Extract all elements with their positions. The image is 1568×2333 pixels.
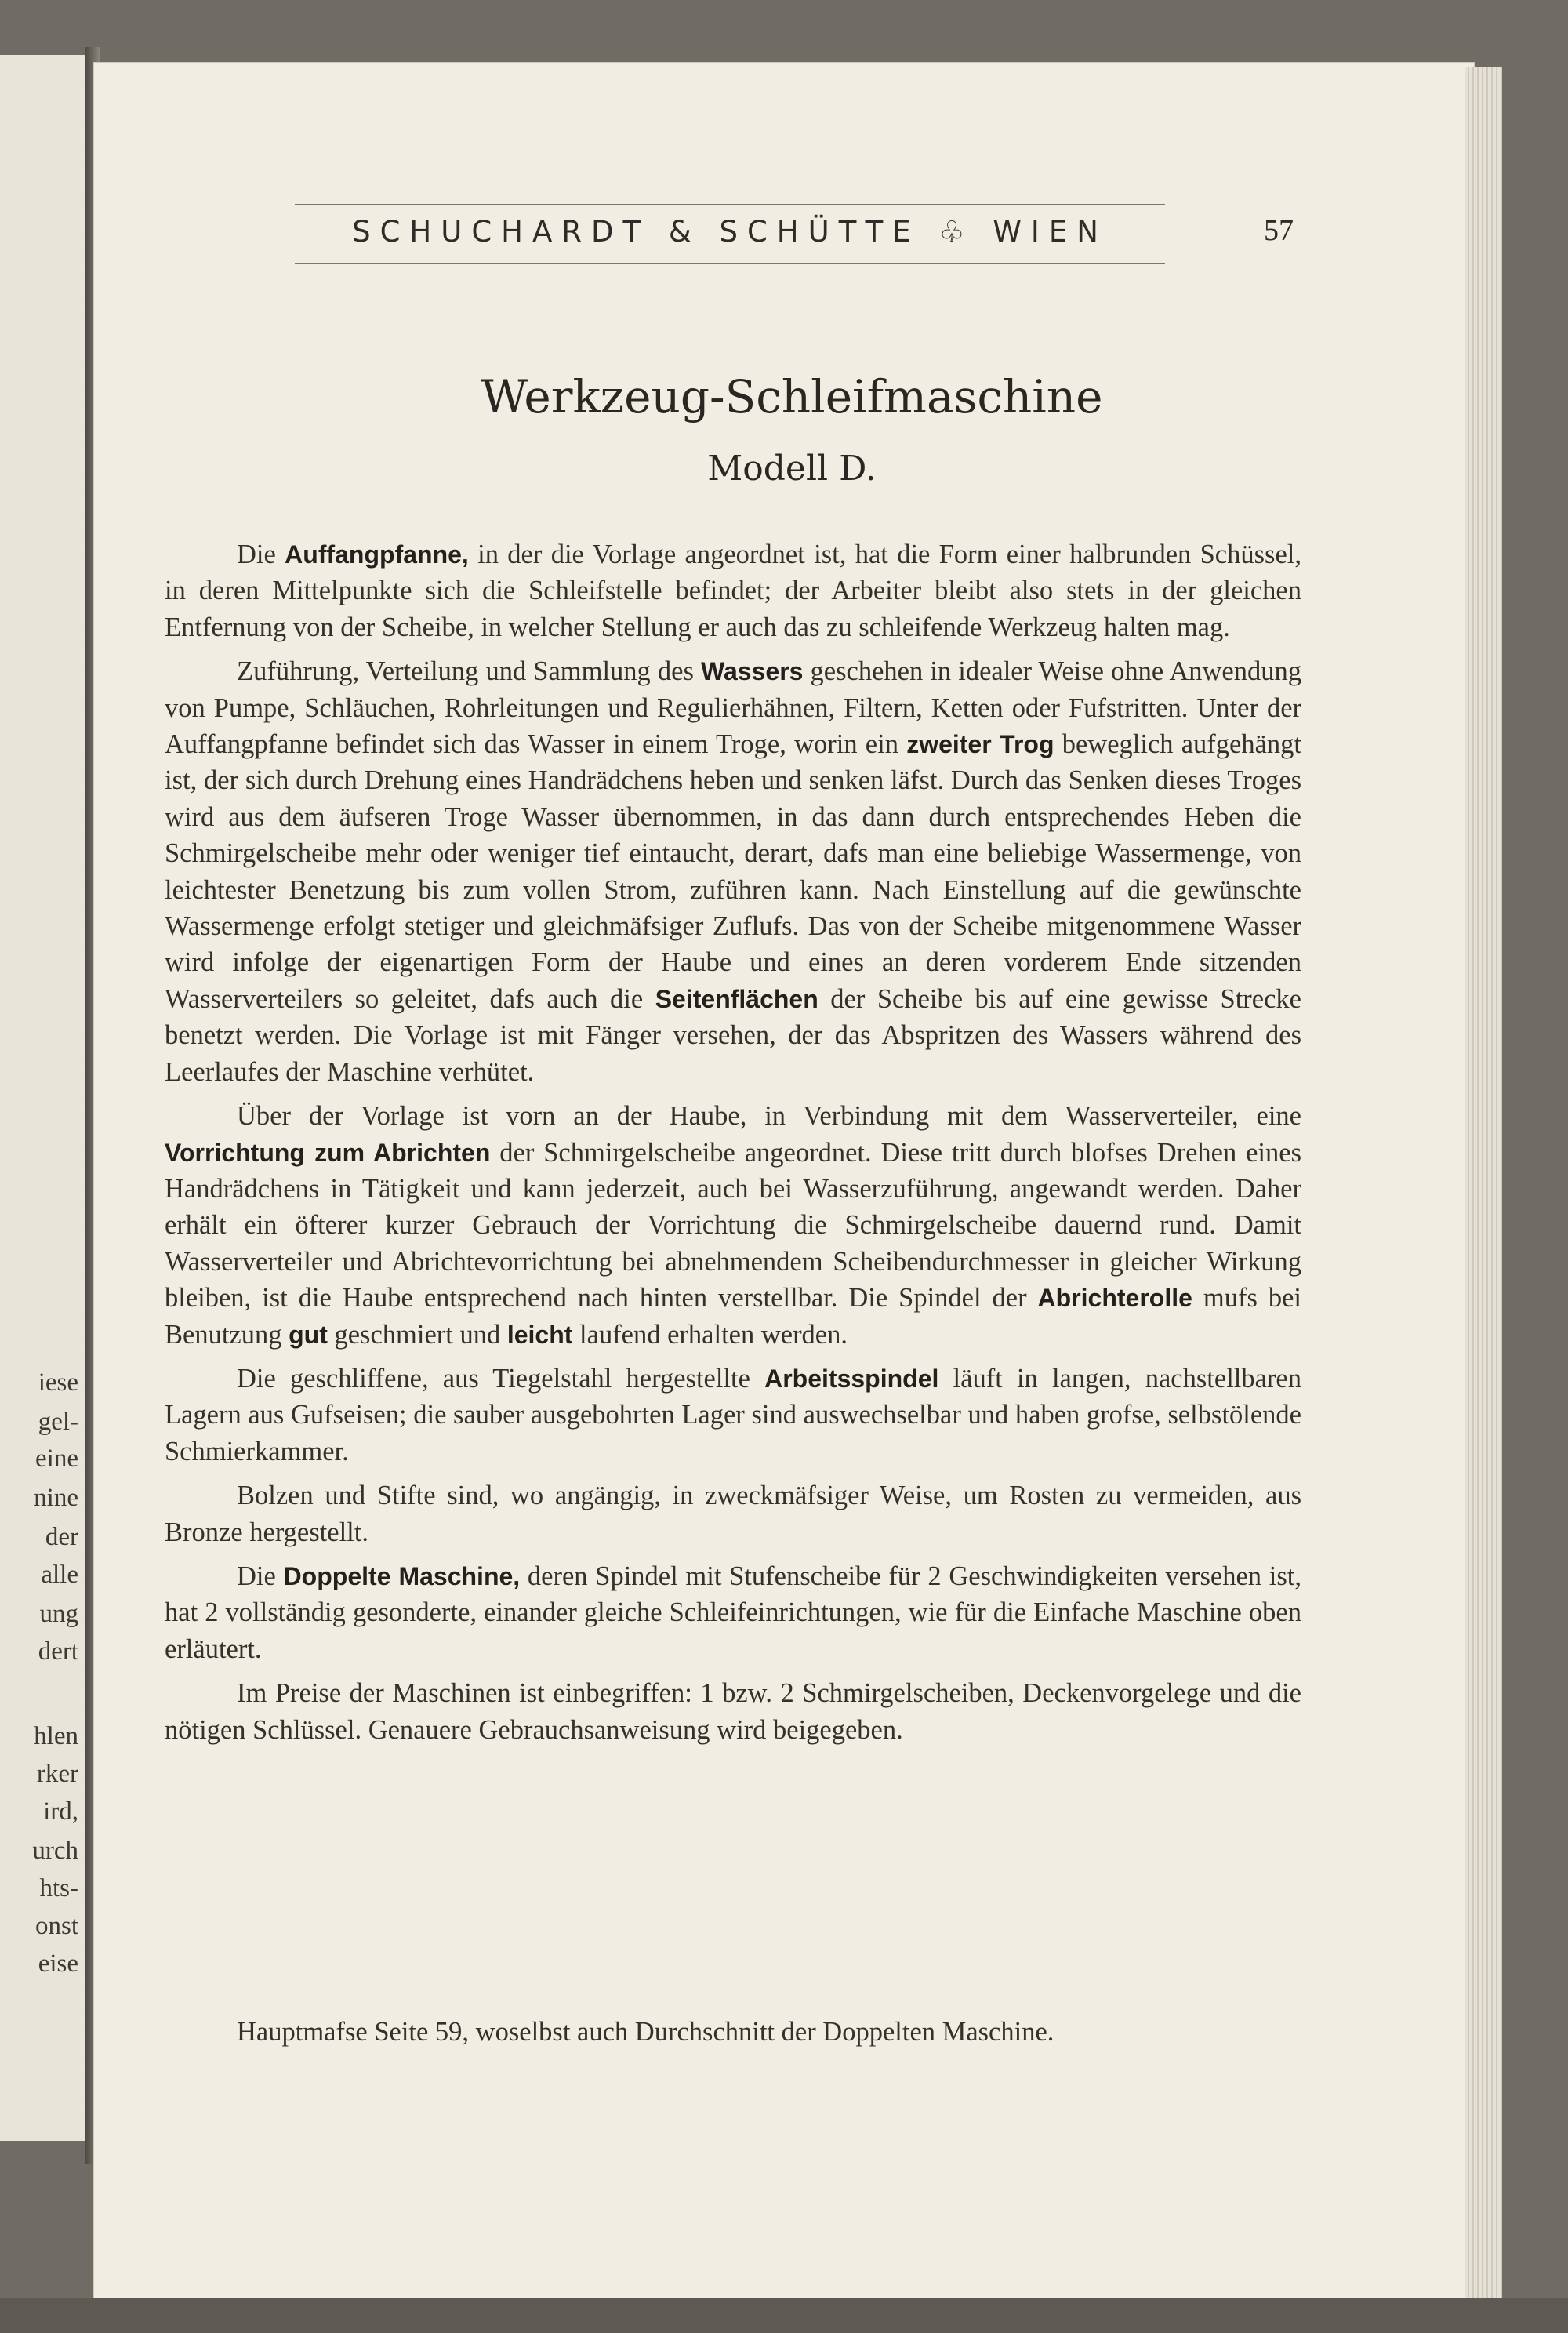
text-run: Zuführung, Verteilung und Sammlung des [237,656,701,687]
left-page-fragment: hlen [34,1722,78,1750]
text-run: in der die Vorlage angeordnet ist, hat die Form einer halbrunden Schüssel, in deren Mittelpunkte sich die Schleifstelle befindet; der Arbeiter bleibt also stets in der gleichen Entfernung von der Scheibe, in welcher Stellung er auch das zu schleifende Werkzeug halten mag. [165,540,1301,642]
bold-term: Seitenflächen [655,984,818,1013]
page-title: Werkzeug-Schleifmaschine [481,370,1103,423]
body-paragraph [165,1558,1301,1667]
running-head: SCHUCHARDT & SCHÜTTE ♧ WIEN [352,215,1108,249]
left-page-fragment: ung [39,1600,78,1628]
text-run: Die [237,540,285,569]
text-run: laufend erhalten werden. [572,1319,848,1350]
text-run: Bolzen und Stifte sind, wo angängig, in zweckmäfsiger Weise, um Rosten zu vermeiden, aus Bronze hergestellt. [165,1481,1301,1547]
page-number: 57 [1264,214,1294,247]
bold-term: Wassers [700,657,804,686]
header-rule-bottom [295,263,1165,264]
left-page-fragment: onst [34,1912,78,1940]
left-page-fragment: iese [38,1368,78,1397]
text-run: Die geschliffene, aus Tiegelstahl hergestellte [237,1363,765,1394]
left-page-fragment: eise [38,1950,78,1978]
left-page-fragment: ird, [43,1797,78,1826]
body-paragraph [165,1361,1301,1470]
left-page-fragment: alle [41,1561,78,1589]
bold-term: Abrichterolle [1037,1284,1192,1313]
left-page-fragment: dert [38,1637,78,1666]
page-subtitle: Modell D. [707,449,877,489]
bold-term: Doppelte Maschine, [283,1561,521,1590]
page-shadow [0,2298,1568,2333]
body-paragraph [165,1098,1301,1353]
bold-term: Arbeitsspindel [764,1364,939,1393]
text-run: der Schmirgelscheibe angeordnet. Diese tritt durch blofses Drehen eines Handrädchens in Tätigkeit und kann jederzeit, auch bei Wasserzuführung, angewandt werden. Daher erhält ein öfterer kurzer Gebrauch der Vorrichtung die Schmirgelscheibe dauernd rund. Damit Wasserverteiler und Abrichtevorrichtung bei abnehmendem Scheibendurchmesser in gleicher Wirkung bleiben, ist die Haube entsprechend nach hinten verstellbar. Die Spindel der [165,1137,1301,1314]
text-run: deren Spindel mit Stufenscheibe für 2 Geschwindigkeiten versehen ist, hat 2 vollständig gesonderte, einander gleiche Schleifeinrichtungen, wie für die Einfache Maschine oben erläutert. [165,1561,1301,1664]
left-page-fragment: hts- [39,1874,78,1902]
text-run: mufs bei Benutzung [165,1283,1302,1350]
bold-term: zweiter Trog [906,730,1054,759]
page-edges [1465,67,1502,2309]
left-page-fragment: eine [35,1444,78,1473]
footnote: Hauptmafse Seite 59, woselbst auch Durchschnitt der Doppelten Maschine. [237,2017,1054,2047]
bold-term: gut [289,1320,328,1349]
text-run: beweglich aufgehängt ist, der sich durch Drehung eines Handrädchens heben und senken läfst. Durch das Senken dieses Troges wird aus dem äufseren Troge Wasser übernommen, in das dann durch entsprechendes Heben die Schmirgelscheibe mehr oder weniger tief eintaucht, derart, dafs man eine beliebige Wassermenge, von leichtester Benetzung bis zum vollen Strom, zuführen kann. Nach Einstellung auf die gewünschte Wassermenge erfolgt stetiger und gleichmäfsiger Zuflufs. Das von der Scheibe mitgenommene Wasser wird infolge der eigenartigen Form der Haube und eines an deren vorderem Ende sitzenden Wasserverteilers so geleitet, dafs auch die [165,729,1301,1014]
body-paragraph [165,1477,1301,1550]
text-run: Die [237,1561,284,1591]
text-run: geschehen in idealer Weise ohne Anwendung von Pumpe, Schläuchen, Rohrleitungen und Regulierhähnen, Filtern, Ketten oder Fufstritten. Unter der Auffangpfanne befindet sich das Wasser in einem Troge, worin ein [165,656,1301,760]
body-paragraph [165,653,1301,1090]
left-page-fragment: gel- [38,1408,78,1436]
text-run: Im Preise der Maschinen ist einbegriffen: 1 bzw. 2 Schmirgelscheiben, Deckenvorgelege und die nötigen Schlüssel. Genauere Gebrauchsanweisung wird beigegeben. [165,1678,1301,1745]
left-page-fragment: rker [36,1760,78,1788]
left-facing-page [0,55,86,2141]
left-page-fragment: der [45,1523,78,1551]
bold-term: Auffangpfanne, [285,540,469,569]
text-run: geschmiert und [327,1319,507,1350]
left-page-fragment: urch [32,1837,78,1865]
body-text [165,536,1301,1756]
body-paragraph [165,1675,1301,1748]
body-paragraph [165,536,1301,645]
text-run: läuft in langen, nachstellbaren Lagern aus Gufseisen; die sauber ausgebohrten Lager sind auswechselbar und haben grofse, selbstölende Schmierkammer. [165,1363,1301,1466]
left-page-fragment: nine [34,1484,78,1512]
bold-term: leicht [506,1320,573,1349]
text-run: der Scheibe bis auf eine gewisse Strecke benetzt werden. Die Vorlage ist mit Fänger versehen, der das Abspritzen des Wassers während des Leerlaufes der Maschine verhütet. [165,983,1301,1087]
header-rule-top [295,204,1165,205]
bold-term: Vorrichtung zum Abrichten [165,1138,491,1167]
text-run: Über der Vorlage ist vorn an der Haube, in Verbindung mit dem Wasserverteiler, eine [237,1101,1301,1132]
